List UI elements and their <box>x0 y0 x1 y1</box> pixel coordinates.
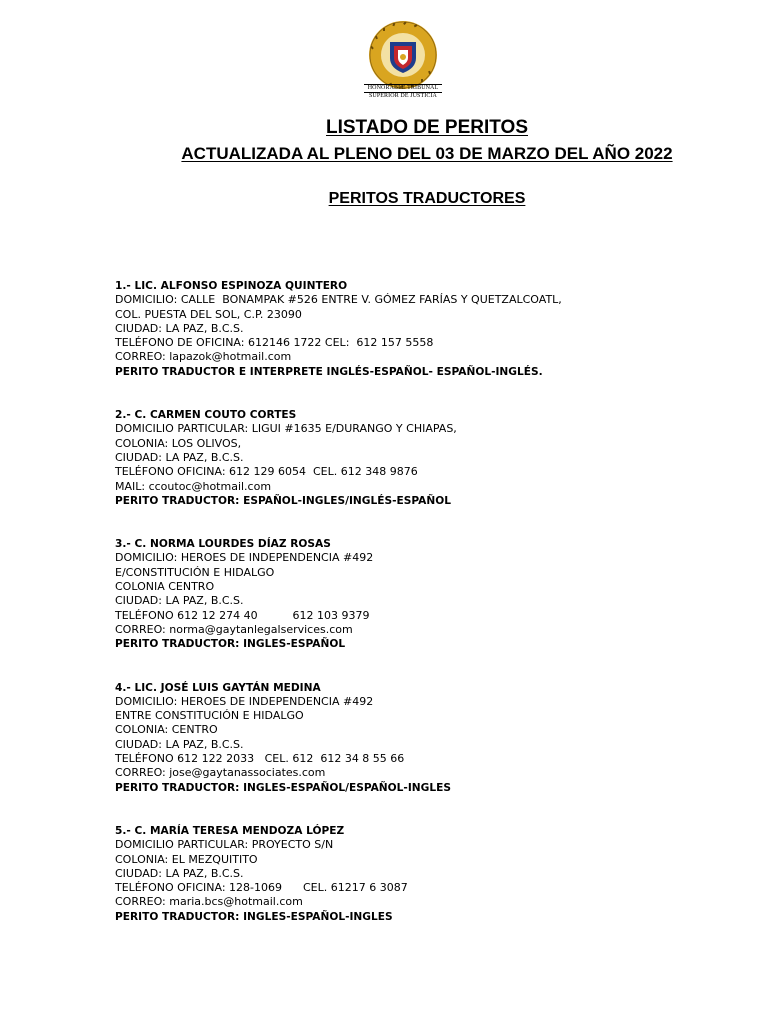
expert-phone: TELÉFONO 612 12 274 40 612 103 9379 <box>115 608 370 622</box>
expert-colony: COLONIA CENTRO <box>115 580 215 594</box>
page-title: LISTADO DE PERITOS <box>326 117 528 138</box>
expert-name: 5.- C. MARÍA TERESA MENDOZA LÓPEZ <box>115 824 345 837</box>
expert-entry <box>115 824 735 924</box>
expert-email: CORREO: lapazok@hotmail.com <box>115 350 292 364</box>
expert-role: PERITO TRADUCTOR: INGLES-ESPAÑOL-INGLES <box>115 910 393 923</box>
expert-phone: TELÉFONO 612 122 2033 CEL. 612 612 34 8 55 66 <box>115 752 405 766</box>
experts-list <box>115 279 735 953</box>
expert-entry <box>115 537 735 651</box>
expert-colony: COLONIA: EL MEZQUITITO <box>115 852 258 866</box>
expert-email: CORREO: maria.bcs@hotmail.com <box>115 895 303 909</box>
expert-city: CIUDAD: LA PAZ, B.C.S. <box>115 866 244 880</box>
expert-colony: COL. PUESTA DEL SOL, C.P. 23090 <box>115 307 302 321</box>
expert-phone: TELÉFONO OFICINA: 612 129 6054 CEL. 612 348 9876 <box>115 465 418 479</box>
page-subtitle: ACTUALIZADA AL PLENO DEL 03 DE MARZO DEL AÑO 2022 <box>181 144 673 163</box>
expert-address: DOMICILIO PARTICULAR: PROYECTO S/N <box>115 838 334 852</box>
expert-cross-streets: ENTRE CONSTITUCIÓN E HIDALGO <box>115 709 304 723</box>
seal-caption-line1: HONORABLE TRIBUNAL <box>367 85 439 91</box>
expert-address: DOMICILIO: CALLE BONAMPAK #526 ENTRE V. GÓMEZ FARÍAS Y QUETZALCOATL, <box>115 293 562 307</box>
expert-email: CORREO: norma@gaytanlegalservices.com <box>115 622 353 636</box>
expert-name: 1.- LIC. ALFONSO ESPINOZA QUINTERO <box>115 280 348 292</box>
expert-phone: TELÉFONO OFICINA: 128-1069 CEL. 61217 6 3087 <box>115 881 408 895</box>
expert-phone: TELÉFONO DE OFICINA: 612146 1722 CEL: 612 157 5558 <box>115 336 434 350</box>
seal-caption-line2: SUPERIOR DE JUSTICIA <box>368 93 437 99</box>
section-title: PERITOS TRADUCTORES <box>328 190 526 207</box>
expert-entry <box>115 681 735 795</box>
expert-name: 4.- LIC. JOSÉ LUIS GAYTÁN MEDINA <box>115 681 321 694</box>
expert-colony: COLONIA: CENTRO <box>115 723 218 737</box>
expert-name: 2.- C. CARMEN COUTO CORTES <box>115 409 297 422</box>
expert-city: CIUDAD: LA PAZ, B.C.S. <box>115 321 244 335</box>
expert-entry <box>115 279 735 379</box>
expert-city: CIUDAD: LA PAZ, B.C.S. <box>115 737 244 751</box>
expert-role: PERITO TRADUCTOR: INGLES-ESPAÑOL/ESPAÑOL-INGLES <box>115 781 451 794</box>
expert-name: 3.- C. NORMA LOURDES DÍAZ ROSAS <box>115 538 331 551</box>
expert-email: MAIL: ccoutoc@hotmail.com <box>115 479 272 493</box>
expert-role: PERITO TRADUCTOR: INGLES-ESPAÑOL <box>115 638 346 651</box>
expert-city: CIUDAD: LA PAZ, B.C.S. <box>115 594 244 608</box>
expert-city: CIUDAD: LA PAZ, B.C.S. <box>115 450 244 464</box>
expert-address: DOMICILIO: HEROES DE INDEPENDENCIA #492 <box>115 694 374 708</box>
expert-role: PERITO TRADUCTOR E INTERPRETE INGLÉS-ESPAÑOL- ESPAÑOL-INGLÉS. <box>115 365 543 378</box>
expert-address: DOMICILIO: HEROES DE INDEPENDENCIA #492 <box>115 551 374 565</box>
expert-email: CORREO: jose@gaytanassociates.com <box>115 766 326 780</box>
seal-caption <box>350 84 456 100</box>
expert-address: DOMICILIO PARTICULAR: LIGUI #1635 E/DURANGO Y CHIAPAS, <box>115 422 457 436</box>
expert-colony: COLONIA: LOS OLIVOS, <box>115 436 242 450</box>
expert-cross-streets: E/CONSTITUCIÓN E HIDALGO <box>115 565 275 579</box>
court-seal-logo <box>368 20 438 90</box>
expert-entry <box>115 408 735 508</box>
expert-role: PERITO TRADUCTOR: ESPAÑOL-INGLES/INGLÉS-ESPAÑOL <box>115 494 451 507</box>
